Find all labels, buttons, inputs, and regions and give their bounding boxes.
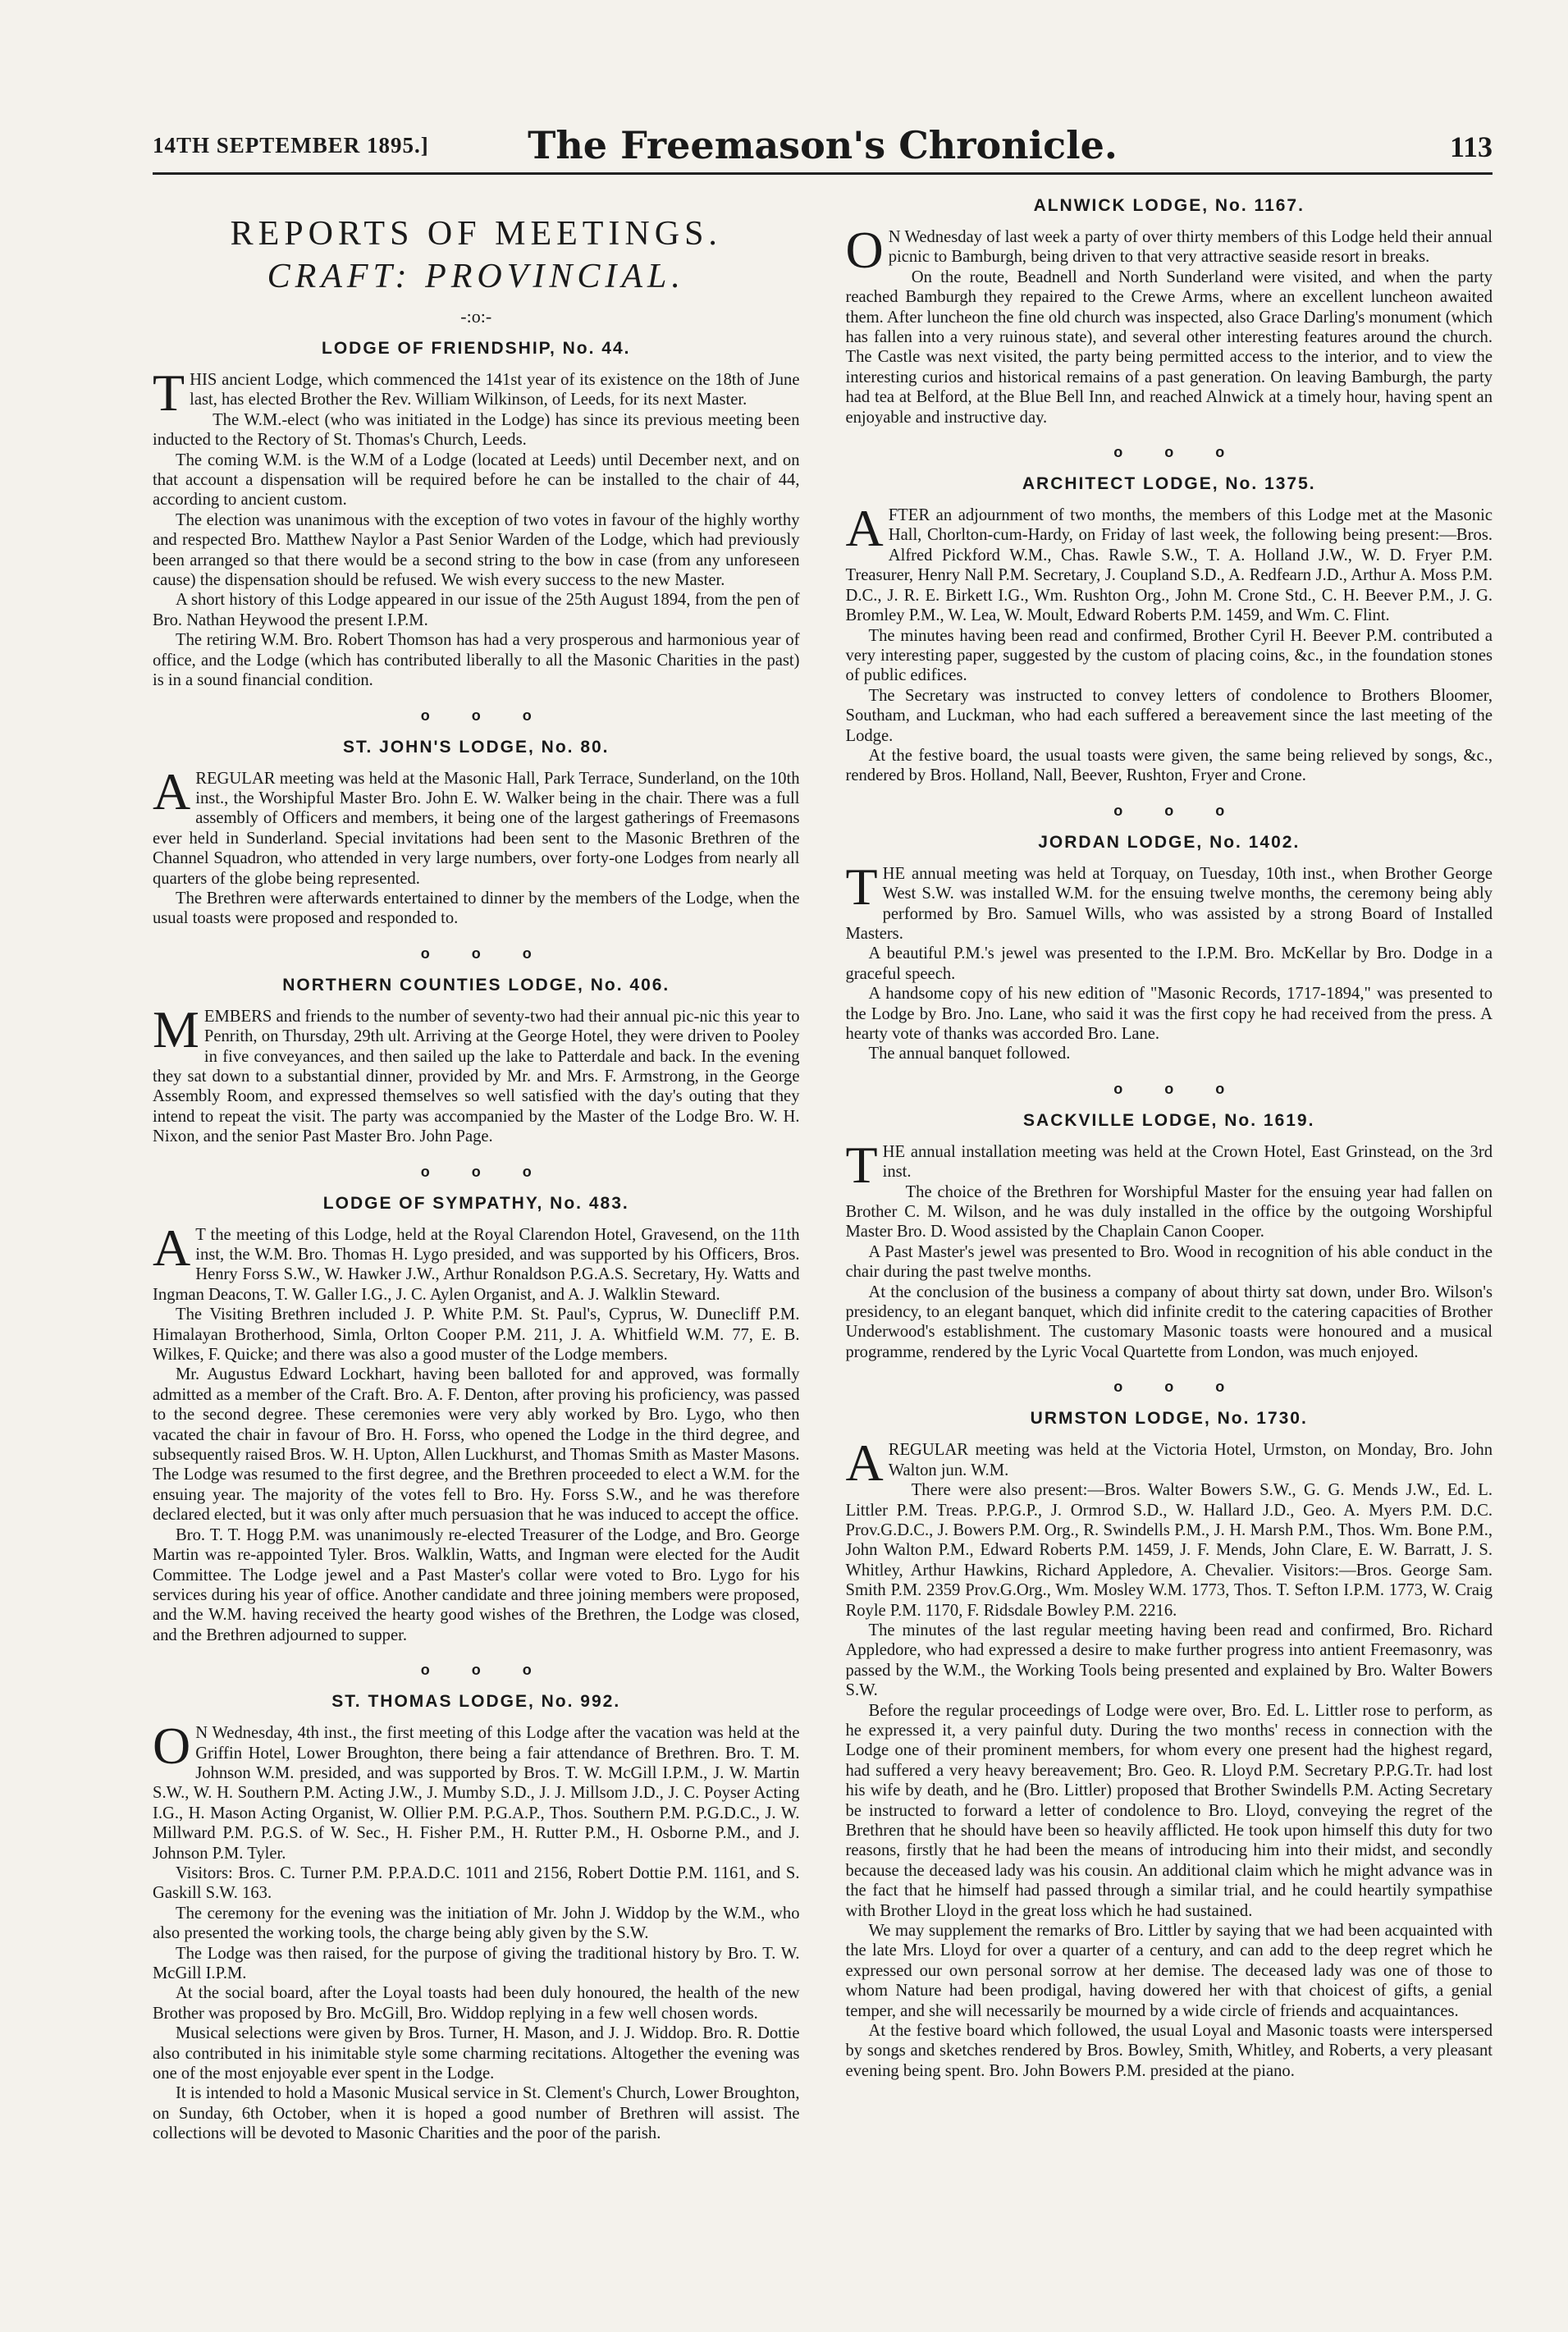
running-head: [153, 123, 1493, 175]
issue-date: 14TH SEPTEMBER 1895.]: [153, 133, 429, 158]
section-separator: o o o: [420, 706, 532, 724]
report-paragraph: The Secretary was instructed to convey letters of condolence to Brothers Bloomer, Southam, and Luckman, who had each suffered a bereavement since the last meeting of the Lodge.: [845, 686, 1493, 745]
report-paragraph: The Lodge was then raised, for the purpose of giving the traditional history by Bro. T. W. McGill I.P.M.: [153, 1944, 800, 1982]
report-paragraph: There were also present:—Bros. Walter Bowers S.W., G. G. Mends J.W., Ed. L. Littler P.M. Treas. P.P.G.P., J. Ormrod S.D., W. Hallard J.D., Geo. A. Myers P.M. D.C. Prov.G.D.C., J. Bowers P.M. Org., R. Swindells P.M., J. H. Marsh P.M., Thos. Wm. Bone P.M., John Walton P.M., Edward Roberts P.M. 1459, J. F. Mends, John Clare, E. W. Barratt, J. S. Whitley, Arthur Hawkins, Richard Appledore, A. Chevalier. Visitors:—Bros. George Sam. Smith P.M. 2359 Prov.G.Org., Wm. Mosley W.M. 1773, Thos. T. Sefton I.P.M. 1773, W. Craig Royle P.M. 1170, F. Ridsdale Bowley P.M. 2216.: [845, 1481, 1493, 1620]
main-heading: REPORTS OF MEETINGS.: [230, 215, 722, 253]
drop-cap: O: [845, 221, 884, 279]
section-separator: o o o: [1113, 1379, 1225, 1396]
report-paragraph: We may supplement the remarks of Bro. Littler by saying that we had been acquainted with the late Mrs. Lloyd for over a quarter of a century, and can add to the deep regret which he expressed our own personal sorrow at her demise. The deceased lady was one of those to whom Nature had been prodigal, having dowered her with that choicest of gifts, a genial temper, and she will necessarily be mourned by a wide circle of friends and acquaintances.: [845, 1922, 1493, 2020]
lodge-title: ARCHITECT LODGE, No. 1375.: [1022, 474, 1316, 494]
report-paragraph: Visitors: Bros. C. Turner P.M. P.P.A.D.C. 1011 and 2156, Robert Dottie P.M. 1161, and S. Gaskill S.W. 163.: [153, 1863, 800, 1903]
report-paragraph: The W.M.-elect (who was initiated in the Lodge) has since its previous meeting been inducted to the Rectory of St. Thomas's Church, Leeds.: [153, 410, 800, 450]
report-paragraph: The coming W.M. is the W.M of a Lodge (located at Leeds) until December next, and on that account a dispensation will be required before he can be installed to the chair of 44, according to ancient custom.: [153, 450, 800, 510]
drop-cap: O: [153, 1717, 191, 1776]
report-paragraph: On the route, Beadnell and North Sunderland were visited, and when the party reached Bamburgh they repaired to the Crewe Arms, where an excellent luncheon awaited them. After luncheon the fine old church was inspected, also Grace Darling's monument (which has fallen into a very ruinous state), and several other interesting features around the church. The Castle was next visited, the party being permitted access to the interior, and to view the interesting curios and historical remains of a past generation. On leaving Bamburgh, the party had tea at Belford, at the Blue Bell Inn, and reached Alnwick at a timely hour, having spent an enjoyable and instructive day.: [845, 267, 1493, 427]
report-paragraph: [153, 761, 800, 889]
report-alnwick-lodge-no-1167: [846, 196, 1493, 428]
report-paragraph: At the conclusion of the business a company of about thirty sat down, under Bro. Wilson's presidency, to an elegant banquet, which did infinite credit to the catering capacities of Brother Underwood's establishment. The customary Masonic toasts were honoured and a musical programme, rendered by the Lyric Vocal Quartette from London, was much enjoyed.: [845, 1283, 1493, 1361]
report-lodge-of-sympathy-no-483: [153, 1194, 800, 1646]
lodge-title: LODGE OF FRIENDSHIP, No. 44.: [322, 339, 631, 358]
lodge-title: ST. JOHN'S LODGE, No. 80.: [342, 737, 610, 757]
report-paragraph: The minutes having been read and confirmed, Brother Cyril H. Beever P.M. contributed a very interesting paper, suggested by the custom of placing coins, &c., in the foundation stones of public edifices.: [845, 626, 1493, 685]
sub-heading: CRAFT: PROVINCIAL.: [267, 258, 685, 295]
report-paragraph: Before the regular proceedings of Lodge were over, Bro. Ed. L. Littler rose to perform, as he expressed it, a very painful duty. During the two months' recess in connection with the Lodge one of their prominent members, for whom every one present had the highest regard, had suffered a very heavy bereavement; Bro. Geo. R. Lloyd P.M. Secretary P.P.G.Tr. had lost his wife by death, and he (Bro. Littler) proposed that Brother Swindells P.M. Acting Secretary be instructed to forward a letter of condolence to Bro. Lloyd, conveying the regret of the Brethren that he should have been so heavily afflicted. He took upon himself this duty for two reasons, firstly that he had been the means of introducing him into their midst, and secondly because the deceased lady was his cousin. An additional claim which he might advance was in the fact that he himself had passed through a similar trial, and he could heartily sympathise with Brother Lloyd in the great loss which he had sustained.: [845, 1701, 1493, 1920]
drop-cap: T: [845, 1135, 878, 1194]
report-paragraph: [845, 1135, 1493, 1194]
report-paragraph: [153, 1717, 800, 1863]
report-paragraph: [153, 1218, 800, 1305]
report-paragraph: The election was unanimous with the exception of two votes in favour of the highly worthy and respected Bro. Matthew Naylor a Past Senior Warden of the Lodge, which had previously been arranged so that there would be a second string to the bow in case (from any unforeseen cause) the dispensation should be refused. We wish every success to the new Master.: [153, 510, 800, 590]
ornament-divider: -:o:-: [460, 306, 492, 327]
report-paragraph: The retiring W.M. Bro. Robert Thomson has had a very prosperous and harmonious year of office, and the Lodge (which has contributed liberally to all the Masonic Charities in the past) is in a sound financial condition.: [153, 631, 800, 690]
paragraph-text: EMBERS and friends to the number of seventy-two had their annual pic-nic this year to Penrith, on Thursday, 29th ult. Arriving at the George Hotel, they were driven to Pooley in five conveyances, and then sailed up the lake to Patterdale and back. In the evening they sat down to a substantial dinner, provided by Mr. and Mrs. F. Armstrong, in the George Assembly Room, and expressed themselves so well satisfied with the day's outing that they intend to repeat the visit. The party was accompanied by the Master of the Lodge Bro. W. H. Nixon, and the senior Past Master Bro. John Page.: [153, 1007, 800, 1146]
report-st-thomas-lodge-no-992: [153, 1692, 800, 2144]
section-separator: o o o: [1113, 1080, 1225, 1097]
paragraph-text: N Wednesday of last week a party of over thirty members of this Lodge held their annual picnic to Bamburgh, being driven to that very attractive seaside resort in breaks.: [888, 228, 1493, 267]
report-paragraph: The ceremony for the evening was the initiation of Mr. John J. Widdop by the W.M., who also presented the working tools, the charge being ably given by the S.W.: [153, 1904, 800, 1943]
paragraph-text: HIS ancient Lodge, which commenced the 141st year of its existence on the 18th of June last, has elected Brother the Rev. William Wilkinson, of Leeds, for its next Master.: [190, 371, 800, 409]
report-paragraph: The choice of the Brethren for Worshipful Master for the ensuing year had fallen on Brother C. M. Wilson, and he was duly installed in the office by the outgoing Worshipful Master Bro. D. Wood assisted by the Chaplain Canon Cooper.: [845, 1182, 1493, 1241]
lodge-title: LODGE OF SYMPATHY, No. 483.: [322, 1193, 629, 1213]
report-paragraph: A beautiful P.M.'s jewel was presented to the I.P.M. Bro. McKellar by Bro. Dodge in a graceful speech.: [845, 944, 1493, 983]
report-paragraph: [845, 857, 1493, 944]
section-separator: o o o: [420, 1163, 532, 1180]
report-paragraph: Mr. Augustus Edward Lockhart, having been balloted for and approved, was formally admitted as a member of the Craft. Bro. A. F. Denton, after proving his proficiency, was passed to the second degree. These ceremonies were very ably worked by Bro. Lygo, who then vacated the chair in favour of Bro. H. Forss, who opened the Lodge in the third degree, and subsequently raised Bros. W. H. Upton, Allen Luckhurst, and Thomas Smith as Master Masons. The Lodge was resumed to the first degree, and the Brethren proceeded to elect a W.M. for the ensuing year. The majority of the votes fell to Bro. Hy. Forss S.W., and he was therefore declared elected, but it was only after much persuasion that he was induced to accept the office.: [153, 1365, 800, 1525]
report-paragraph: At the social board, after the Loyal toasts had been duly honoured, the health of the new Brother was proposed by Bro. McGill, Bro. Widdop replying in a few well chosen words.: [153, 1984, 800, 2023]
report-urmston-lodge-no-1730: [846, 1409, 1493, 2081]
paragraph-text: T the meeting of this Lodge, held at the Royal Clarendon Hotel, Gravesend, on the 11th inst, the W.M. Bro. Thomas H. Lygo presided, and was supported by his Officers, Bros. Henry Forss S.W., W. Hawker J.W., Arthur Ronaldson P.G.A.S. Secretary, Hy. Watts and Ingman Deacons, T. W. Galler I.G., J. C. Aylen Organist, and A. J. Walklin Steward.: [153, 1225, 800, 1304]
report-paragraph: A handsome copy of his new edition of "Masonic Records, 1717-1894," was presented to the Lodge by Bro. Jno. Lane, who said it was the first copy he had received from the press. A hearty vote of thanks was accorded Bro. Lane.: [845, 985, 1493, 1043]
page-number: 113: [1449, 130, 1493, 163]
report-paragraph: The annual banquet followed.: [868, 1045, 1071, 1063]
section-separator: o o o: [420, 944, 532, 962]
report-architect-lodge-no-1375: [846, 474, 1493, 786]
report-paragraph: At the festive board which followed, the usual Loyal and Masonic toasts were interspersed by songs and sketches rendered by Bros. Bowley, Smith, Whitley, and Roberts, a very pleasant evening being spent. Bro. John Bowers P.M. presided at the piano.: [845, 2022, 1493, 2080]
article-columns: [153, 193, 1493, 2144]
report-paragraph: At the festive board, the usual toasts were given, the same being relieved by songs, &c., rendered by Bros. Holland, Nall, Beever, Rushton, Fryer and Crone.: [845, 746, 1493, 785]
paragraph-text: REGULAR meeting was held at the Masonic Hall, Park Terrace, Sunderland, on the 10th inst., the Worshipful Master Bro. John E. W. Walker being in the chair. There was a full assembly of Officers and members, it being one of the largest gatherings of Freemasons ever held in Sunderland. Special invitations had been sent to the Masonic Brethren of the Channel Squadron, who attended in very large numbers, over forty-one Lodges from nearly all quarters of the globe being represented.: [153, 769, 800, 888]
report-paragraph: [845, 499, 1493, 625]
report-paragraph: [845, 221, 1493, 279]
report-jordan-lodge-no-1402: [846, 833, 1493, 1064]
right-column: [846, 193, 1493, 2144]
lodge-title: JORDAN LODGE, No. 1402.: [1038, 832, 1301, 852]
report-paragraph: [845, 1433, 1493, 1493]
report-paragraph: Bro. T. T. Hogg P.M. was unanimously re-elected Treasurer of the Lodge, and Bro. George Martin was re-appointed Tyler. Bros. Walklin, Watts, and Ingman were elected for the Audit Committee. The Lodge jewel and a Past Master's collar were voted to Bro. Lygo for his services during his year of office. Another candidate and three joining members were proposed, and the W.M. having received the hearty good wishes of the Brethren, the Lodge was closed, and the Brethren adjourned to supper.: [153, 1525, 800, 1644]
drop-cap: A: [845, 1433, 884, 1493]
masthead-title: The Freemason's Chronicle.: [528, 123, 1118, 167]
drop-cap: A: [845, 499, 884, 558]
lodge-title: URMSTON LODGE, No. 1730.: [1030, 1409, 1308, 1429]
report-paragraph: Musical selections were given by Bros. Turner, H. Mason, and J. J. Widdop. Bro. R. Dottie also contributed in his inimitable style some charming recitations. Altogether the evening was one of the most enjoyable ever spent in the Lodge.: [153, 2024, 800, 2083]
drop-cap: A: [153, 1218, 191, 1277]
lodge-title: ALNWICK LODGE, No. 1167.: [1033, 196, 1305, 215]
drop-cap: T: [845, 857, 878, 916]
report-st-john-s-lodge-no-80: [153, 738, 800, 929]
lodge-title: NORTHERN COUNTIES LODGE, No. 406.: [282, 975, 670, 995]
report-paragraph: The Visiting Brethren included J. P. White P.M. St. Paul's, Cyprus, W. Dunecliff P.M. Himalayan Brotherhood, Simla, Orlton Cooper P.M. 211, J. A. Whitfield W.M. 77, E. B. Wilkes, F. Quicke; and there was also a good muster of the Lodge members.: [153, 1305, 800, 1365]
drop-cap: M: [153, 999, 199, 1059]
drop-cap: T: [153, 364, 185, 422]
paragraph-text: FTER an adjournment of two months, the members of this Lodge met at the Masonic Hall, Chorlton-cum-Hardy, on Friday of last week, the following being present:—Bros. Alfred Pickford W.M., Chas. Rawle S.W., T. A. Holland J.W., W. D. Fryer P.M. Treasurer, Henry Nall P.M. Secretary, J. Coupland S.D., A. Redfearn J.D., Arthur A. Moss P.M. D.C., J. R. E. Birkett I.G., Wm. Rushton Org., John M. Crone Std., C. H. Beever P.M., J. G. Bromley P.M., W. Lea, W. Moult, Edward Roberts P.M. 1459, and Wm. C. Flint.: [845, 506, 1493, 625]
report-lodge-of-friendship-no-44: [153, 339, 800, 691]
left-column: [153, 193, 800, 2144]
drop-cap: A: [153, 761, 191, 821]
report-paragraph: [153, 364, 800, 422]
report-northern-counties-lodge-no-406: [153, 976, 800, 1147]
paragraph-text: HE annual meeting was held at Torquay, on Tuesday, 10th inst., when Brother George West S.W. was installed W.M. for the ensuing twelve months, the ceremony being ably performed by Bro. Samuel Wills, who was assisted by a strong Board of Installed Masters.: [845, 864, 1493, 943]
report-paragraph: The Brethren were afterwards entertained to dinner by the members of the Lodge, when the usual toasts were proposed and responded to.: [153, 889, 800, 928]
lodge-title: ST. THOMAS LODGE, No. 992.: [331, 1692, 621, 1712]
section-separator: o o o: [420, 1662, 532, 1679]
section-separator: o o o: [1113, 444, 1225, 461]
lodge-title: SACKVILLE LODGE, No. 1619.: [1023, 1110, 1315, 1130]
report-sackville-lodge-no-1619: [846, 1111, 1493, 1362]
report-paragraph: The minutes of the last regular meeting having been read and confirmed, Bro. Richard Appledore, who had expressed a desire to make further progress into antient Freemasonry, was passed by the W.M., the Working Tools being presented and explained by Bro. Walter Bowers S.W.: [845, 1621, 1493, 1700]
paragraph-text: HE annual installation meeting was held at the Crown Hotel, East Grinstead, on the 3rd inst.: [882, 1142, 1493, 1182]
paragraph-text: N Wednesday, 4th inst., the first meeting of this Lodge after the vacation was held at the Griffin Hotel, Lower Broughton, there being a fair attendance of Brethren. Bro. T. M. Johnson W.M. presided, and was supported by Bros. T. W. McGill I.P.M., J. W. Martin S.W., W. H. Southern P.M. Acting J.W., J. Mumby S.D., J. J. Millsom J.D., J. C. Poyser Acting I.G., H. Mason Acting Organist, W. Ollier P.M. P.G.A.P., Thos. Southern P.M. P.G.D.C., J. W. Millward P.M. P.G.S. of W. Sec., H. Fisher P.M., H. Rutter P.M., H. Osborne P.M., and J. Johnson P.M. Tyler.: [153, 1724, 800, 1863]
report-paragraph: It is intended to hold a Masonic Musical service in St. Clement's Church, Lower Broughton, on Sunday, 6th October, when it is hoped a good number of Brethren will assist. The collections will be devoted to Masonic Charities and the poor of the parish.: [153, 2084, 800, 2143]
section-separator: o o o: [1113, 802, 1225, 819]
report-paragraph: A short history of this Lodge appeared in our issue of the 25th August 1894, from the pen of Bro. Nathan Heywood the present I.P.M.: [153, 591, 800, 629]
report-paragraph: [153, 999, 800, 1147]
paragraph-text: REGULAR meeting was held at the Victoria Hotel, Urmston, on Monday, Bro. John Walton jun. W.M.: [888, 1441, 1493, 1479]
report-paragraph: A Past Master's jewel was presented to Bro. Wood in recognition of his able conduct in the chair during the past twelve months.: [845, 1242, 1493, 1282]
